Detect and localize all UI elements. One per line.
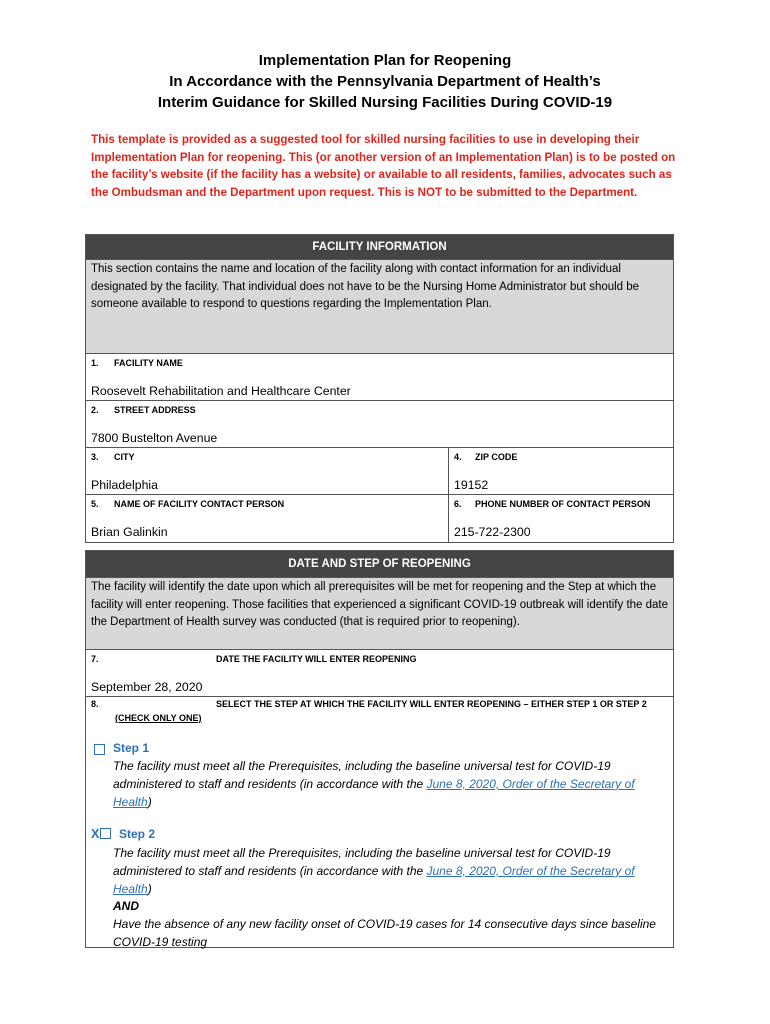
reopening-date-field[interactable] xyxy=(86,650,673,696)
field-number: 6. xyxy=(454,499,462,509)
step-2-label: Step 2 xyxy=(119,827,156,841)
step-2-x-mark: X xyxy=(91,827,100,841)
city-value: Philadelphia xyxy=(91,478,159,492)
street-address-value: 7800 Bustelton Avenue xyxy=(91,431,218,445)
step-1-text-end: ) xyxy=(147,794,152,809)
field-label: CITY xyxy=(114,452,135,462)
reopening-header: DATE AND STEP OF REOPENING xyxy=(86,551,673,578)
step-2-order-link[interactable]: June 8, 2020, Order of the Secretary of Health xyxy=(113,863,635,896)
reopening-date-value: September 28, 2020 xyxy=(91,680,203,694)
facility-info-header: FACILITY INFORMATION xyxy=(86,235,673,260)
and-conjunction: AND xyxy=(113,899,139,914)
field-number: 5. xyxy=(91,499,99,509)
intro-notice: This template is provided as a suggested tool for skilled nursing facilities to use in developing their Implementation Plan for reopening. This (or another version of an Implementation Plan) is to be posted on the facility’s website (if the facility has a website) or available to all residents, families, advocates such as the Ombudsman and the Department upon request. This is NOT to be submitted to the Department. xyxy=(91,133,676,199)
field-number: 2. xyxy=(91,405,99,415)
field-number: 3. xyxy=(91,452,99,462)
reopening-section xyxy=(85,550,674,948)
step-2-extra-condition: Have the absence of any new facility onset of COVID-19 cases for 14 consecutive days since baseline COVID-19 testing xyxy=(113,917,656,949)
check-only-one-note: (CHECK ONLY ONE) xyxy=(115,713,202,723)
document-title xyxy=(60,50,710,113)
reopening-description: The facility will identify the date upon which all prerequisites will be met for reopening and the Step at which the facility will enter reopening. Those facilities that experienced a significant COVID-19 outbreak will identify the date the Department of Health survey was conducted (that is required prior to reopening). xyxy=(86,578,673,650)
field-number: 7. xyxy=(91,654,99,664)
street-address-field[interactable] xyxy=(86,401,673,447)
step-1-checkbox[interactable] xyxy=(94,744,105,755)
zip-field[interactable] xyxy=(449,448,673,494)
contact-row xyxy=(86,495,673,542)
facility-info-description: This section contains the name and location of the facility along with contact information for an individual designated by the facility. That individual does not have to be the Nursing Home Administrator but should be someone available to respond to questions regarding the Implementation Plan. xyxy=(86,260,673,354)
field-number: 8. xyxy=(91,699,99,709)
field-label: FACILITY NAME xyxy=(114,358,183,368)
field-number: 4. xyxy=(454,452,462,462)
field-label: SELECT THE STEP AT WHICH THE FACILITY WILL ENTER REOPENING – EITHER STEP 1 OR STEP 2 xyxy=(216,699,647,709)
title-line-3: Interim Guidance for Skilled Nursing Facilities During COVID-19 xyxy=(157,94,613,111)
reopening-date-row xyxy=(86,650,673,697)
contact-person-field[interactable] xyxy=(86,495,449,542)
contact-phone-field[interactable] xyxy=(449,495,673,542)
facility-info-section xyxy=(85,234,674,543)
zip-value: 19152 xyxy=(454,478,489,492)
step-2-text: The facility must meet all the Prerequisites, including the baseline universal test for COVID-19 administered to staff and residents (in accordance with the xyxy=(113,846,611,878)
facility-name-field[interactable] xyxy=(86,354,673,400)
street-address-row xyxy=(86,401,673,448)
contact-person-value: Brian Galinkin xyxy=(91,525,168,539)
field-label: PHONE NUMBER OF CONTACT PERSON xyxy=(475,499,651,509)
step-1-text: The facility must meet all the Prerequisites, including the baseline universal test for COVID-19 administered to staff and residents (in accordance with the xyxy=(113,759,611,791)
field-label: STREET ADDRESS xyxy=(114,405,196,415)
step-1-label: Step 1 xyxy=(113,741,150,755)
step-1-description xyxy=(113,758,673,811)
step-2-checkbox[interactable] xyxy=(100,828,111,839)
facility-name-value: Roosevelt Rehabilitation and Healthcare Center xyxy=(91,384,351,398)
title-line-1: Implementation Plan for Reopening xyxy=(258,52,512,69)
step-1-order-link[interactable]: June 8, 2020, Order of the Secretary of Health xyxy=(113,776,635,809)
city-field[interactable] xyxy=(86,448,449,494)
contact-phone-value: 215-722-2300 xyxy=(454,525,531,539)
title-line-2: In Accordance with the Pennsylvania Department of Health’s xyxy=(169,73,601,90)
city-zip-row xyxy=(86,448,673,495)
field-label: NAME OF FACILITY CONTACT PERSON xyxy=(114,499,285,509)
facility-name-row xyxy=(86,354,673,401)
field-label: DATE THE FACILITY WILL ENTER REOPENING xyxy=(216,654,417,664)
field-number: 1. xyxy=(91,358,99,368)
step-select-area xyxy=(86,697,673,949)
step-2-description xyxy=(113,845,673,952)
field-label: ZIP CODE xyxy=(475,452,518,462)
step-2-text-end: ) xyxy=(147,881,152,896)
